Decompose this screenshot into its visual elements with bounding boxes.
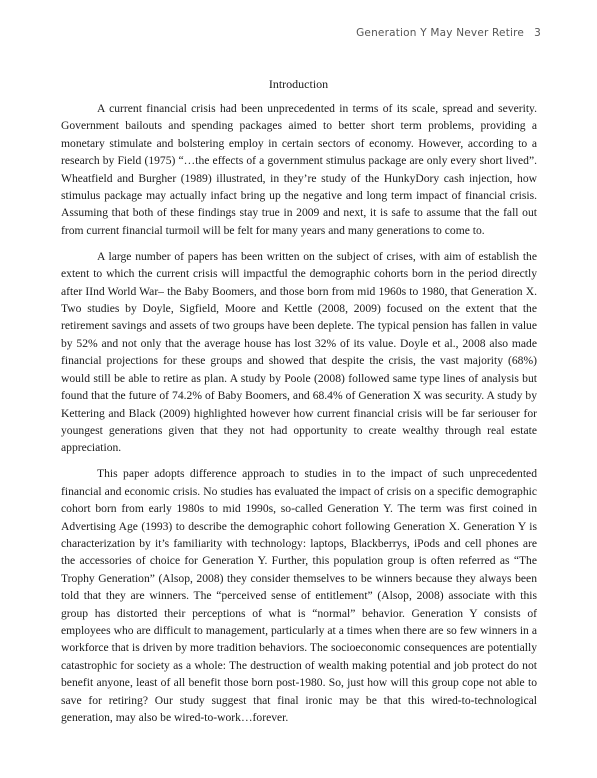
- body-text: [61, 100, 537, 735]
- paragraph-2: A large number of papers has been written on the subject of crises, with aim of establish the extent to which the current crisis will impactful the demographic cohorts born in the period directly after IInd World War– the Baby Boomers, and those born from mid 1960s to 1980, that Generation X. Two studies by Doyle, Sigfield, Moore and Kettle (2008, 2009) focused on the extent that the retirement savings and assets of two groups have been deplete. The typical pension has fallen in value by 52% and not only that the average house has lost 32% of its value. Doyle et al., 2008 also made financial projections for these groups and showed that despite the crisis, the vast majority (68%) would still be able to retire as plan. A study by Poole (2008) followed same type lines of analysis but found that the future of 74.2% of Baby Boomers, and 68.4% of Generation X was security. A study by Kettering and Black (2009) highlighted however how current financial crisis will be far seriouser for youngest generations given that they not had opportunity to create wealthy through real estate appreciation.: [61, 249, 537, 455]
- running-title: Generation Y May Never Retire: [356, 27, 525, 39]
- page-number: 3: [534, 27, 541, 39]
- running-header: [356, 27, 541, 39]
- section-title: Introduction: [268, 77, 329, 91]
- paragraph-3: This paper adopts difference approach to studies in to the impact of such unprecedented financial and economic crisis. No studies has evaluated the impact of crisis on a specific demographic cohort born from early 1980s to mid 1990s, so-called Generation Y. The term was first coined in Advertising Age (1993) to describe the demographic cohort following Generation X. Generation Y is characterization by it’s familiarity with technology: laptops, Blackberrys, iPods and cell phones are the accessories of choice for Generation Y. Further, this population group is often referred as “The Trophy Generation” (Alsop, 2008) they consider themselves to be winners because they always been told that they are winners. The “perceived sense of entitlement” (Alsop, 2008) associate with this group has distorted their perceptions of what is “normal” behavior. Generation Y consists of employees who are difficult to management, particularly at a times when there are so few winners in a workforce that is driven by more tradition behaviors. The socioeconomic consequences are potentially catastrophic for society as a whole: The destruction of wealth making potential and job protect do not benefit anyone, least of all benefit those born post-1980. So, just how will this group cope not able to save for retiring? Our study suggest that final ironic may be that this wired-to-technological generation, may also be wired-to-work…forever.: [61, 467, 537, 724]
- paragraph-1: A current financial crisis had been unprecedented in terms of its scale, spread and severity. Government bailouts and spending packages aimed to better short term problems, providing a monetary stimulate and bolstering employ in certain sectors of economy. However, according to a research by Field (1975) “…the effects of a government stimulus package are only every short lived”. Wheatfield and Burgher (1989) illustrated, in they’re study of the HunkyDory cash injection, how stimulus package may actually infact bring up the negative and long term impact of financial crisis. Assuming that both of these findings stay true in 2009 and next, it is safe to assume that the fall out from current financial turmoil will be felt for many years and many generations to come to.: [61, 102, 537, 237]
